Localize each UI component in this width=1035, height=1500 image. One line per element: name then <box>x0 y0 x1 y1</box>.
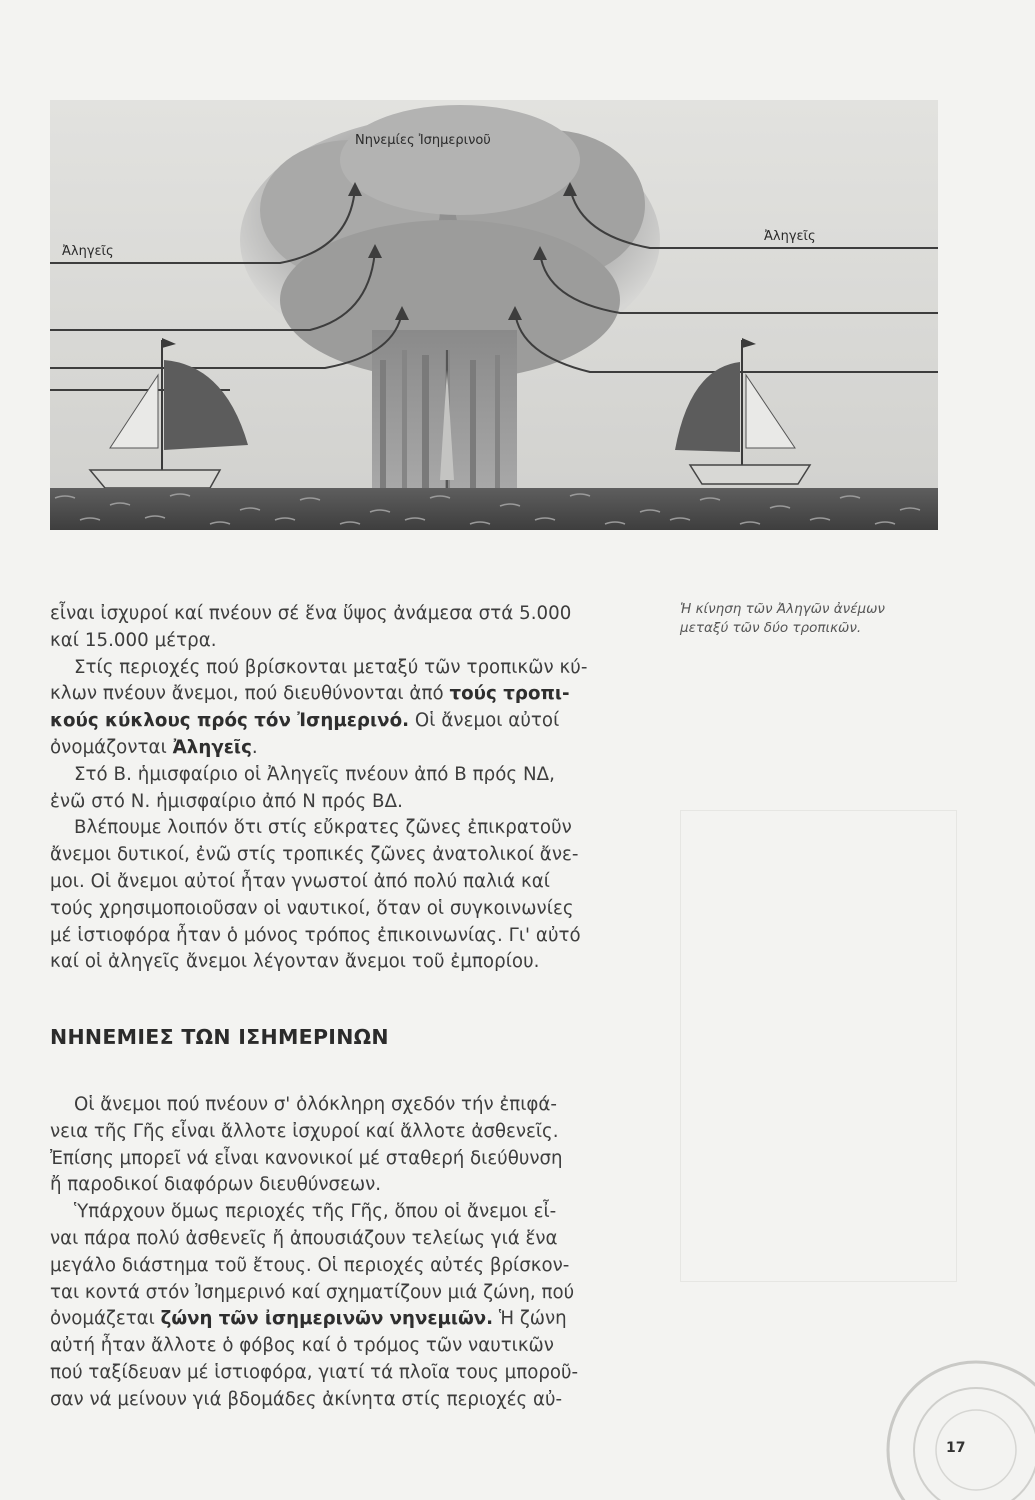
text-line: Ἐπίσης μπορεῖ νά εἶναι κανονικοί μέ σταθερή διεύθυνση <box>50 1147 563 1169</box>
label-trade-winds-right: Ἀληγεῖς <box>764 229 816 244</box>
text-segment: Οἱ ἄνεμοι αὐτοί <box>409 710 560 732</box>
text-line <box>50 1306 670 1333</box>
text-line: τούς χρησιμοποιοῦσαν οἱ ναυτικοί, ὅταν οἱ συγκοινωνίες <box>50 897 574 919</box>
figure-caption <box>680 600 980 638</box>
page-number: 17 <box>946 1440 966 1456</box>
text-line: εἶναι ἰσχυροί καί πνέουν σέ ἕνα ὕψος ἀνάμεσα στά 5.000 <box>50 603 572 624</box>
section-heading: ΝΗΝΕΜΙΕΣ ΤΩΝ ΙΣΗΜΕΡΙΝΩΝ <box>50 1025 389 1049</box>
text-line: Βλέπουμε λοιπόν ὅτι στίς εὔκρατες ζῶνες ἐπικρατοῦν <box>74 817 572 839</box>
text-segment: Ἡ ζώνη <box>493 1308 567 1330</box>
text-line: σαν νά μείνουν γιά βδομάδες ἀκίνητα στίς περιοχές αὐ- <box>50 1388 563 1410</box>
text-segment: ὀνομάζεται <box>50 1308 161 1330</box>
text-line: μοι. Οἱ ἄνεμοι αὐτοί ἦταν γνωστοί ἀπό πολύ παλιά καί <box>50 870 550 892</box>
bleed-through-box <box>680 810 957 1282</box>
text-line: Στίς περιοχές πού βρίσκονται μεταξύ τῶν τροπικῶν κύ- <box>74 656 588 678</box>
bold-term: τούς τροπι- <box>449 683 570 705</box>
trade-winds-illustration <box>50 100 938 530</box>
text-line: καί 15.000 μέτρα. <box>50 629 217 651</box>
text-line: ναι πάρα πολύ ἀσθενεῖς ἤ ἀπουσιάζουν τελείως γιά ἕνα <box>50 1227 558 1249</box>
text-line: Ὑπάρχουν ὅμως περιοχές τῆς Γῆς, ὅπου οἱ ἄνεμοι εἶ- <box>74 1201 557 1223</box>
bold-term: ζώνη τῶν ἰσημερινῶν νηνεμιῶν. <box>160 1308 494 1330</box>
text-segment: κλων πνέουν ἄνεμοι, πού διευθύνονται ἀπό <box>50 683 450 705</box>
text-line: Οἱ ἄνεμοι πού πνέουν σ' ὁλόκληρη σχεδόν τήν ἐπιφά- <box>74 1094 557 1115</box>
library-stamp <box>866 1355 1035 1500</box>
text-line <box>50 708 670 735</box>
body-text <box>50 601 670 976</box>
text-line: πού ταξίδευαν μέ ἱστιοφόρα, γιατί τά πλοῖα τους μποροῦ- <box>50 1361 579 1383</box>
text-line: καί οἱ ἀληγεῖς ἄνεμοι λέγονταν ἄνεμοι τοῦ ἐμπορίου. <box>50 951 540 973</box>
text-line <box>50 735 670 762</box>
stamp-svg <box>866 1355 1035 1500</box>
illustration-svg <box>50 100 938 530</box>
text-line: ἤ παροδικοί διαφόρων διευθύνσεων. <box>50 1174 382 1196</box>
text-line: μέ ἱστιοφόρα ἦταν ὁ μόνος τρόπος ἐπικοινωνίας. Γι' αὐτό <box>50 924 581 946</box>
text-segment: . <box>251 736 258 758</box>
caption-line: μεταξύ τῶν δύο τροπικῶν. <box>680 620 862 636</box>
text-line: ἄνεμοι δυτικοί, ἐνῶ στίς τροπικές ζῶνες ἀνατολικοί ἄνε- <box>50 844 579 866</box>
label-trade-winds-left: Ἀληγεῖς <box>62 244 114 259</box>
text-line: ται κοντά στόν Ἰσημερινό καί σχηματίζουν μιά ζώνη, πού <box>50 1281 575 1303</box>
body-text-section <box>50 1092 670 1414</box>
text-line: αὐτή ἦταν ἄλλοτε ὁ φόβος καί ὁ τρόμος τῶν ναυτικῶν <box>50 1335 554 1357</box>
text-line: νεια τῆς Γῆς εἶναι ἄλλοτε ἰσχυροί καί ἄλλοτε ἀσθενεῖς. <box>50 1120 559 1142</box>
bold-term: Ἀληγεῖς <box>172 736 252 758</box>
text-line: μεγάλο διάστημα τοῦ ἔτους. Οἱ περιοχές αὐτές βρίσκον- <box>50 1254 570 1276</box>
text-line: Στό Β. ἡμισφαίριο οἱ Ἀληγεῖς πνέουν ἀπό Β πρός ΝΔ, <box>74 763 555 785</box>
caption-line: Ἡ κίνηση τῶν Ἀληγῶν ἀνέμων <box>680 601 885 617</box>
text-line: ἐνῶ στό Ν. ἡμισφαίριο ἀπό Ν πρός ΒΔ. <box>50 790 403 812</box>
label-doldrums: Νηνεμίες Ἰσημερινοῦ <box>355 133 491 148</box>
bold-term: κούς κύκλους πρός τόν Ἰσημερινό. <box>50 710 410 732</box>
text-segment: ὀνομάζονται <box>50 736 173 758</box>
text-line <box>50 681 670 708</box>
